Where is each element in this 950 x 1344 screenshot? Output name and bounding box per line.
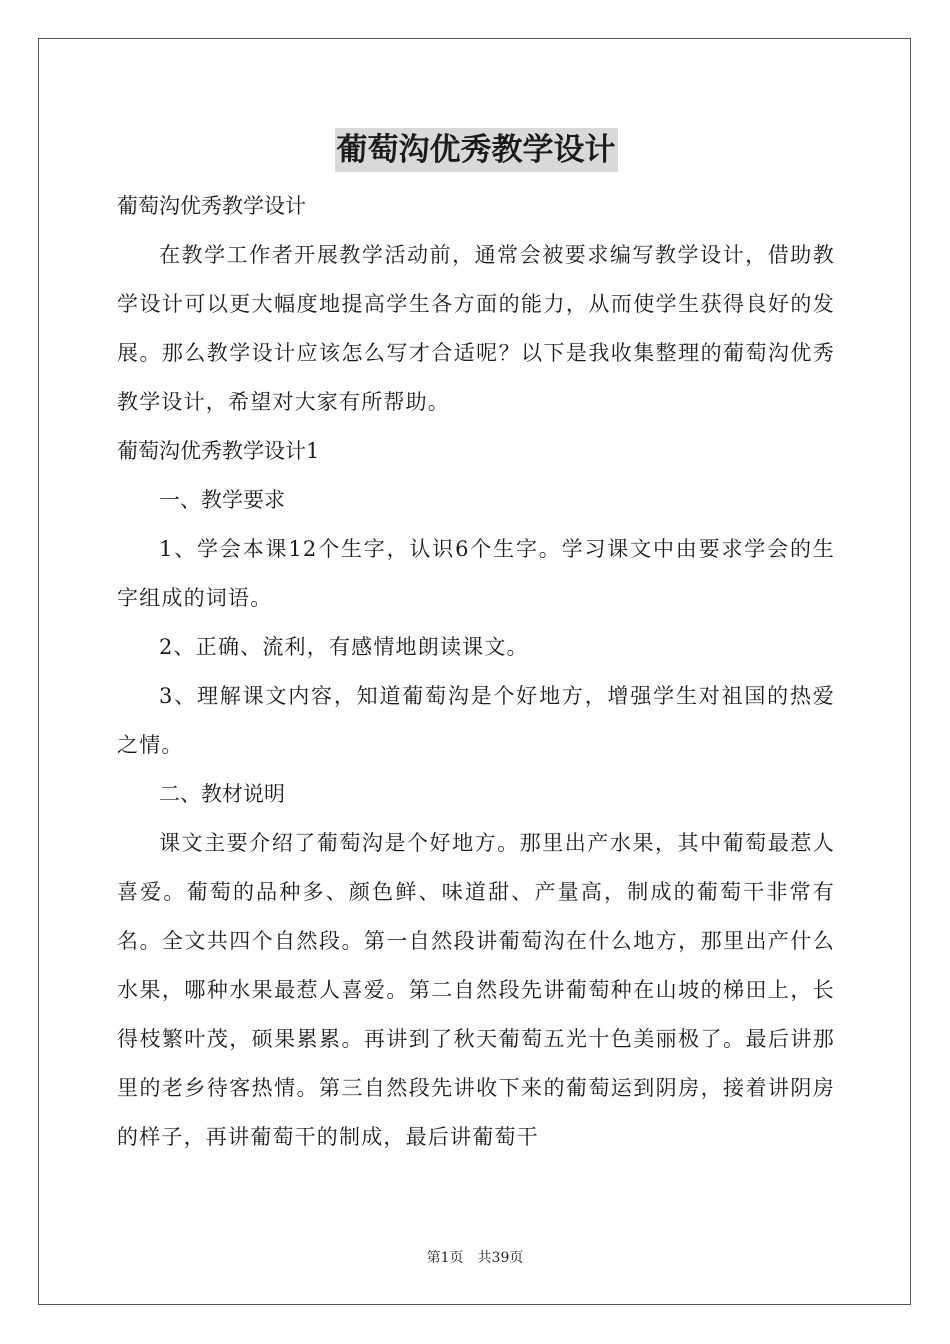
- heading-material-description: 二、教材说明: [159, 782, 285, 806]
- document-title: 葡萄沟优秀教学设计: [335, 128, 618, 172]
- document-body: [117, 128, 835, 1162]
- title-wrap: [117, 128, 835, 172]
- section-title: 葡萄沟优秀教学设计1: [117, 439, 320, 463]
- requirement-3: 3、理解课文内容，知道葡萄沟是个好地方，增强学生对祖国的热爱之情。: [117, 684, 835, 757]
- intro-paragraph: 在教学工作者开展教学活动前，通常会被要求编写教学设计，借助教学设计可以更大幅度地提高学生各方面的能力，从而使学生获得良好的发展。那么教学设计应该怎么写才合适呢？以下是我收集整理的葡萄沟优秀教学设计，希望对大家有所帮助。: [117, 243, 835, 414]
- requirement-1: 1、学会本课12个生字，认识6个生字。学习课文中由要求学会的生字组成的词语。: [117, 537, 835, 610]
- requirement-2: 2、正确、流利，有感情地朗读课文。: [159, 635, 529, 659]
- heading-teaching-requirements: 一、教学要求: [159, 488, 285, 512]
- material-paragraph: 课文主要介绍了葡萄沟是个好地方。那里出产水果，其中葡萄最惹人喜爱。葡萄的品种多、颜色鲜、味道甜、产量高，制成的葡萄干非常有名。全文共四个自然段。第一自然段讲葡萄沟在什么地方，那里出产什么水果，哪种水果最惹人喜爱。第二自然段先讲葡萄种在山坡的梯田上，长得枝繁叶茂，硕果累累。再讲到了秋天葡萄五光十色美丽极了。最后讲那里的老乡待客热情。第三自然段先讲收下来的葡萄运到阴房，接着讲阴房的样子，再讲葡萄干的制成，最后讲葡萄干: [117, 831, 835, 1149]
- page-footer: 第1页 共39页: [426, 1250, 524, 1266]
- subtitle: 葡萄沟优秀教学设计: [117, 194, 306, 218]
